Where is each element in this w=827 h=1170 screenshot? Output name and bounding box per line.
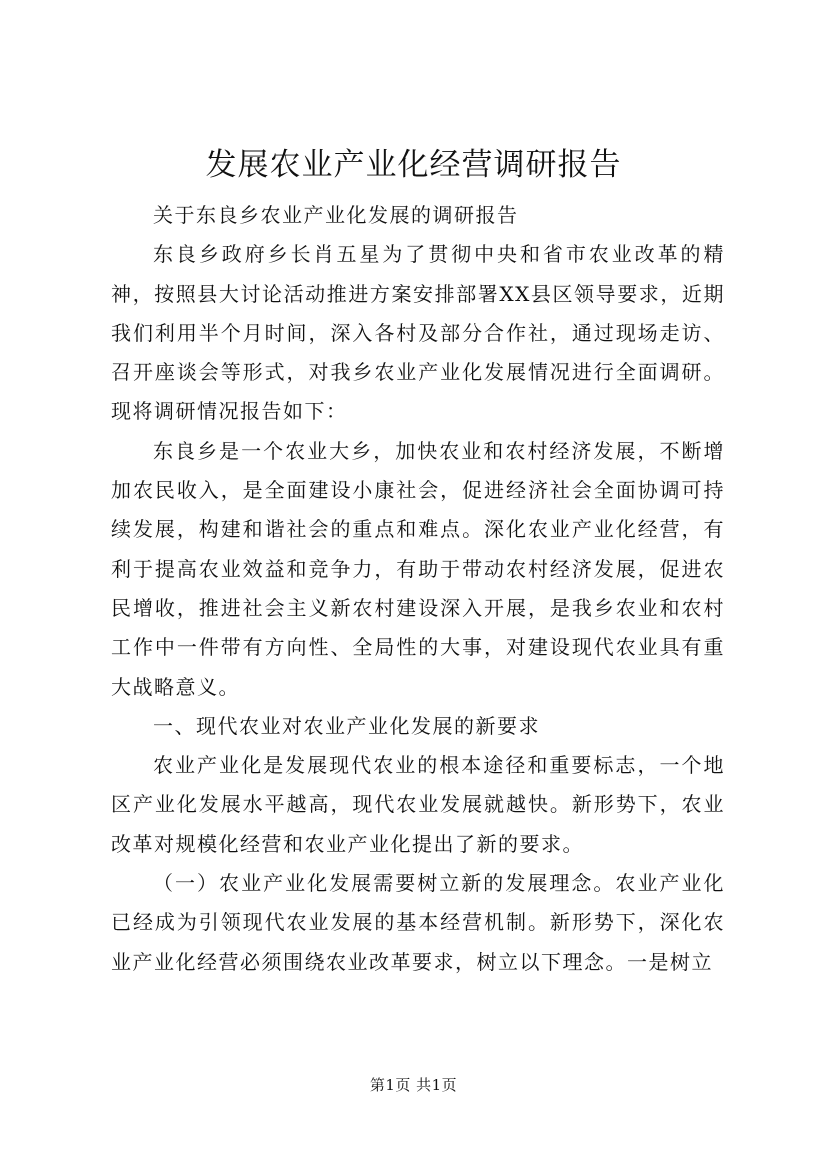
- document-title: 发展农业产业化经营调研报告: [205, 147, 622, 183]
- paragraph-subsection-1: （一）农业产业化发展需要树立新的发展理念。农业产业化已经成为引领现代农业发展的基本经营机制。新形势下，深化农业产业化经营必须围绕农业改革要求，树立以下理念。一是树立: [111, 871, 725, 974]
- page-footer: 第1页 共1页: [369, 1076, 458, 1094]
- paragraph-background: 东良乡是一个农业大乡，加快农业和农村经济发展，不断增加农民收入，是全面建设小康社会，促进经济社会全面协调可持续发展，构建和谐社会的重点和难点。深化农业产业化经营，有利于提高农业效益和竞争力，有助于带动农村经济发展，促进农民增收，推进社会主义新农村建设深入开展，是我乡农业和农村工作中一件带有方向性、全局性的大事，对建设现代农业具有重大战略意义。: [111, 438, 725, 699]
- document-subtitle: 关于东良乡农业产业化发展的调研报告: [153, 203, 519, 227]
- document-body: [111, 196, 725, 982]
- section-heading-1: 一、现代农业对农业产业化发展的新要求: [153, 713, 540, 738]
- paragraph-section-1: 农业产业化是发展现代农业的根本途径和重要标志，一个地区产业化发展水平越高，现代农业发展就越快。新形势下，农业改革对规模化经营和农业产业化提出了新的要求。: [111, 753, 725, 856]
- paragraph-intro: 东良乡政府乡长肖五星为了贯彻中央和省市农业改革的精神，按照县大讨论活动推进方案安排部署XX县区领导要求，近期我们利用半个月时间，深入各村及部分合作社，通过现场走访、召开座谈会等形式，对我乡农业产业化发展情况进行全面调研。现将调研情况报告如下：: [111, 242, 725, 424]
